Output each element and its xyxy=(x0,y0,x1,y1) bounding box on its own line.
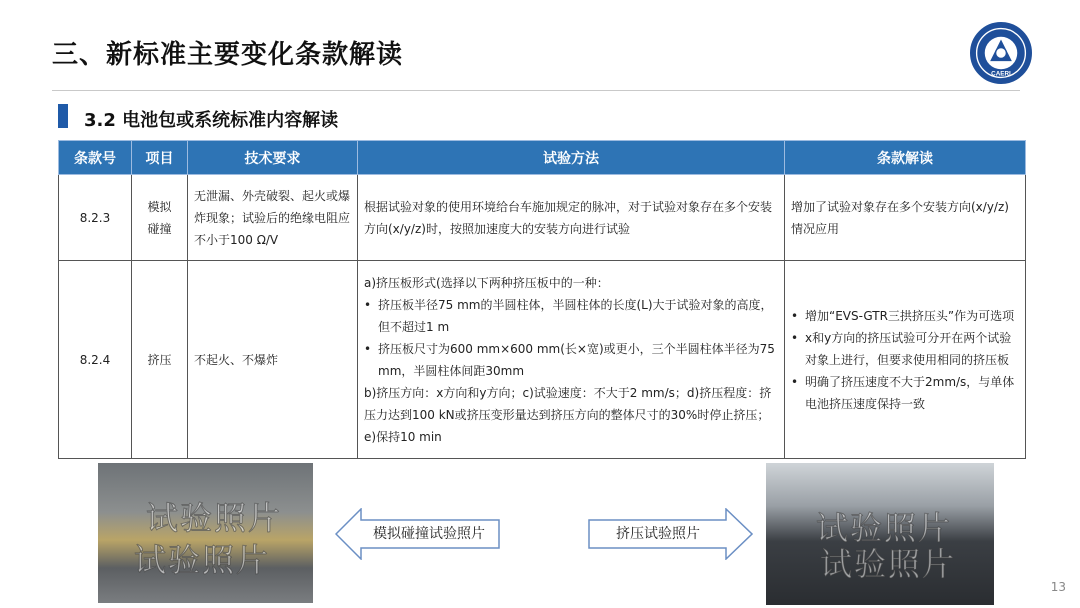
logo-emblem-icon xyxy=(973,25,1029,81)
method-bullet: • 挤压板半径75 mm的半圆柱体，半圆柱体的长度(L)大于试验对象的高度，但不超过1 m xyxy=(364,294,778,338)
clause-cell: 8.2.3 xyxy=(59,175,132,261)
left-arrow-callout xyxy=(335,508,500,560)
col-header-interpretation: 条款解读 xyxy=(785,141,1026,175)
clause-cell: 8.2.4 xyxy=(59,261,132,459)
item-cell: 挤压 xyxy=(132,261,188,459)
section-marker xyxy=(58,104,68,128)
method-tail: b)挤压方向：x方向和y方向；c)试验速度：不大于2 mm/s；d)挤压程度：挤压力达到100 kN或挤压变形量达到挤压方向的整体尺寸的30%时停止挤压；e)保持10 min xyxy=(364,385,772,444)
method-cell: 根据试验对象的使用环境给台车施加规定的脉冲，对于试验对象存在多个安装方向(x/y/z)时，按照加速度大的安装方向进行试验 xyxy=(358,175,785,261)
interpretation-bullet: • x和y方向的挤压试验可分开在两个试验对象上进行，但要求使用相同的挤压板 xyxy=(791,327,1019,371)
method-cell xyxy=(358,261,785,459)
method-intro: a)挤压板形式(选择以下两种挤压板中的一种： xyxy=(364,275,609,290)
photo-watermark: 试验照片 xyxy=(134,541,271,579)
photo-watermark: 试验照片 xyxy=(146,499,283,537)
page-number: 13 xyxy=(1050,580,1066,594)
left-arrow-label: 模拟碰撞试验照片 xyxy=(373,526,485,542)
simulated-crash-test-photo xyxy=(98,463,313,603)
interpretation-bullet: • 明确了挤压速度不大于2mm/s，与单体电池挤压速度保持一致 xyxy=(791,371,1019,415)
table-row xyxy=(59,175,1026,261)
interpretation-bullet: • 增加“EVS-GTR三拱挤压头”作为可选项 xyxy=(791,305,1019,327)
caeri-logo xyxy=(970,22,1032,84)
col-header-method: 试验方法 xyxy=(358,141,785,175)
interpretation-cell: 增加了试验对象存在多个安装方向(x/y/z)情况应用 xyxy=(785,175,1026,261)
photo-watermark: 试验照片 xyxy=(820,545,957,583)
item-cell xyxy=(132,175,188,261)
page-title: 三、新标准主要变化条款解读 xyxy=(52,40,404,70)
interpretation-cell xyxy=(785,261,1026,459)
right-arrow-label: 挤压试验照片 xyxy=(616,526,700,542)
item-text: 模拟 碰撞 xyxy=(147,199,172,236)
requirement-cell: 无泄漏、外壳破裂、起火或爆炸现象；试验后的绝缘电阻应不小于100 Ω/V xyxy=(188,175,358,261)
method-bullet-list xyxy=(364,294,778,382)
standard-table xyxy=(58,140,1026,459)
interpretation-bullet-list xyxy=(791,305,1019,415)
photo-watermark: 试验照片 xyxy=(816,509,953,547)
table-header-row xyxy=(59,141,1026,175)
right-arrow-callout xyxy=(588,508,753,560)
title-divider xyxy=(52,90,1020,91)
col-header-item: 项目 xyxy=(132,141,188,175)
section-subtitle: 3.2 电池包或系统标准内容解读 xyxy=(84,110,339,131)
requirement-cell: 不起火、不爆炸 xyxy=(188,261,358,459)
col-header-clause: 条款号 xyxy=(59,141,132,175)
table-row xyxy=(59,261,1026,459)
col-header-requirement: 技术要求 xyxy=(188,141,358,175)
crush-test-photo xyxy=(766,463,994,605)
logo-text: CAERI xyxy=(991,70,1011,78)
method-bullet: • 挤压板尺寸为600 mm×600 mm(长×宽)或更小，三个半圆柱体半径为75 mm，半圆柱体间距30mm xyxy=(364,338,778,382)
